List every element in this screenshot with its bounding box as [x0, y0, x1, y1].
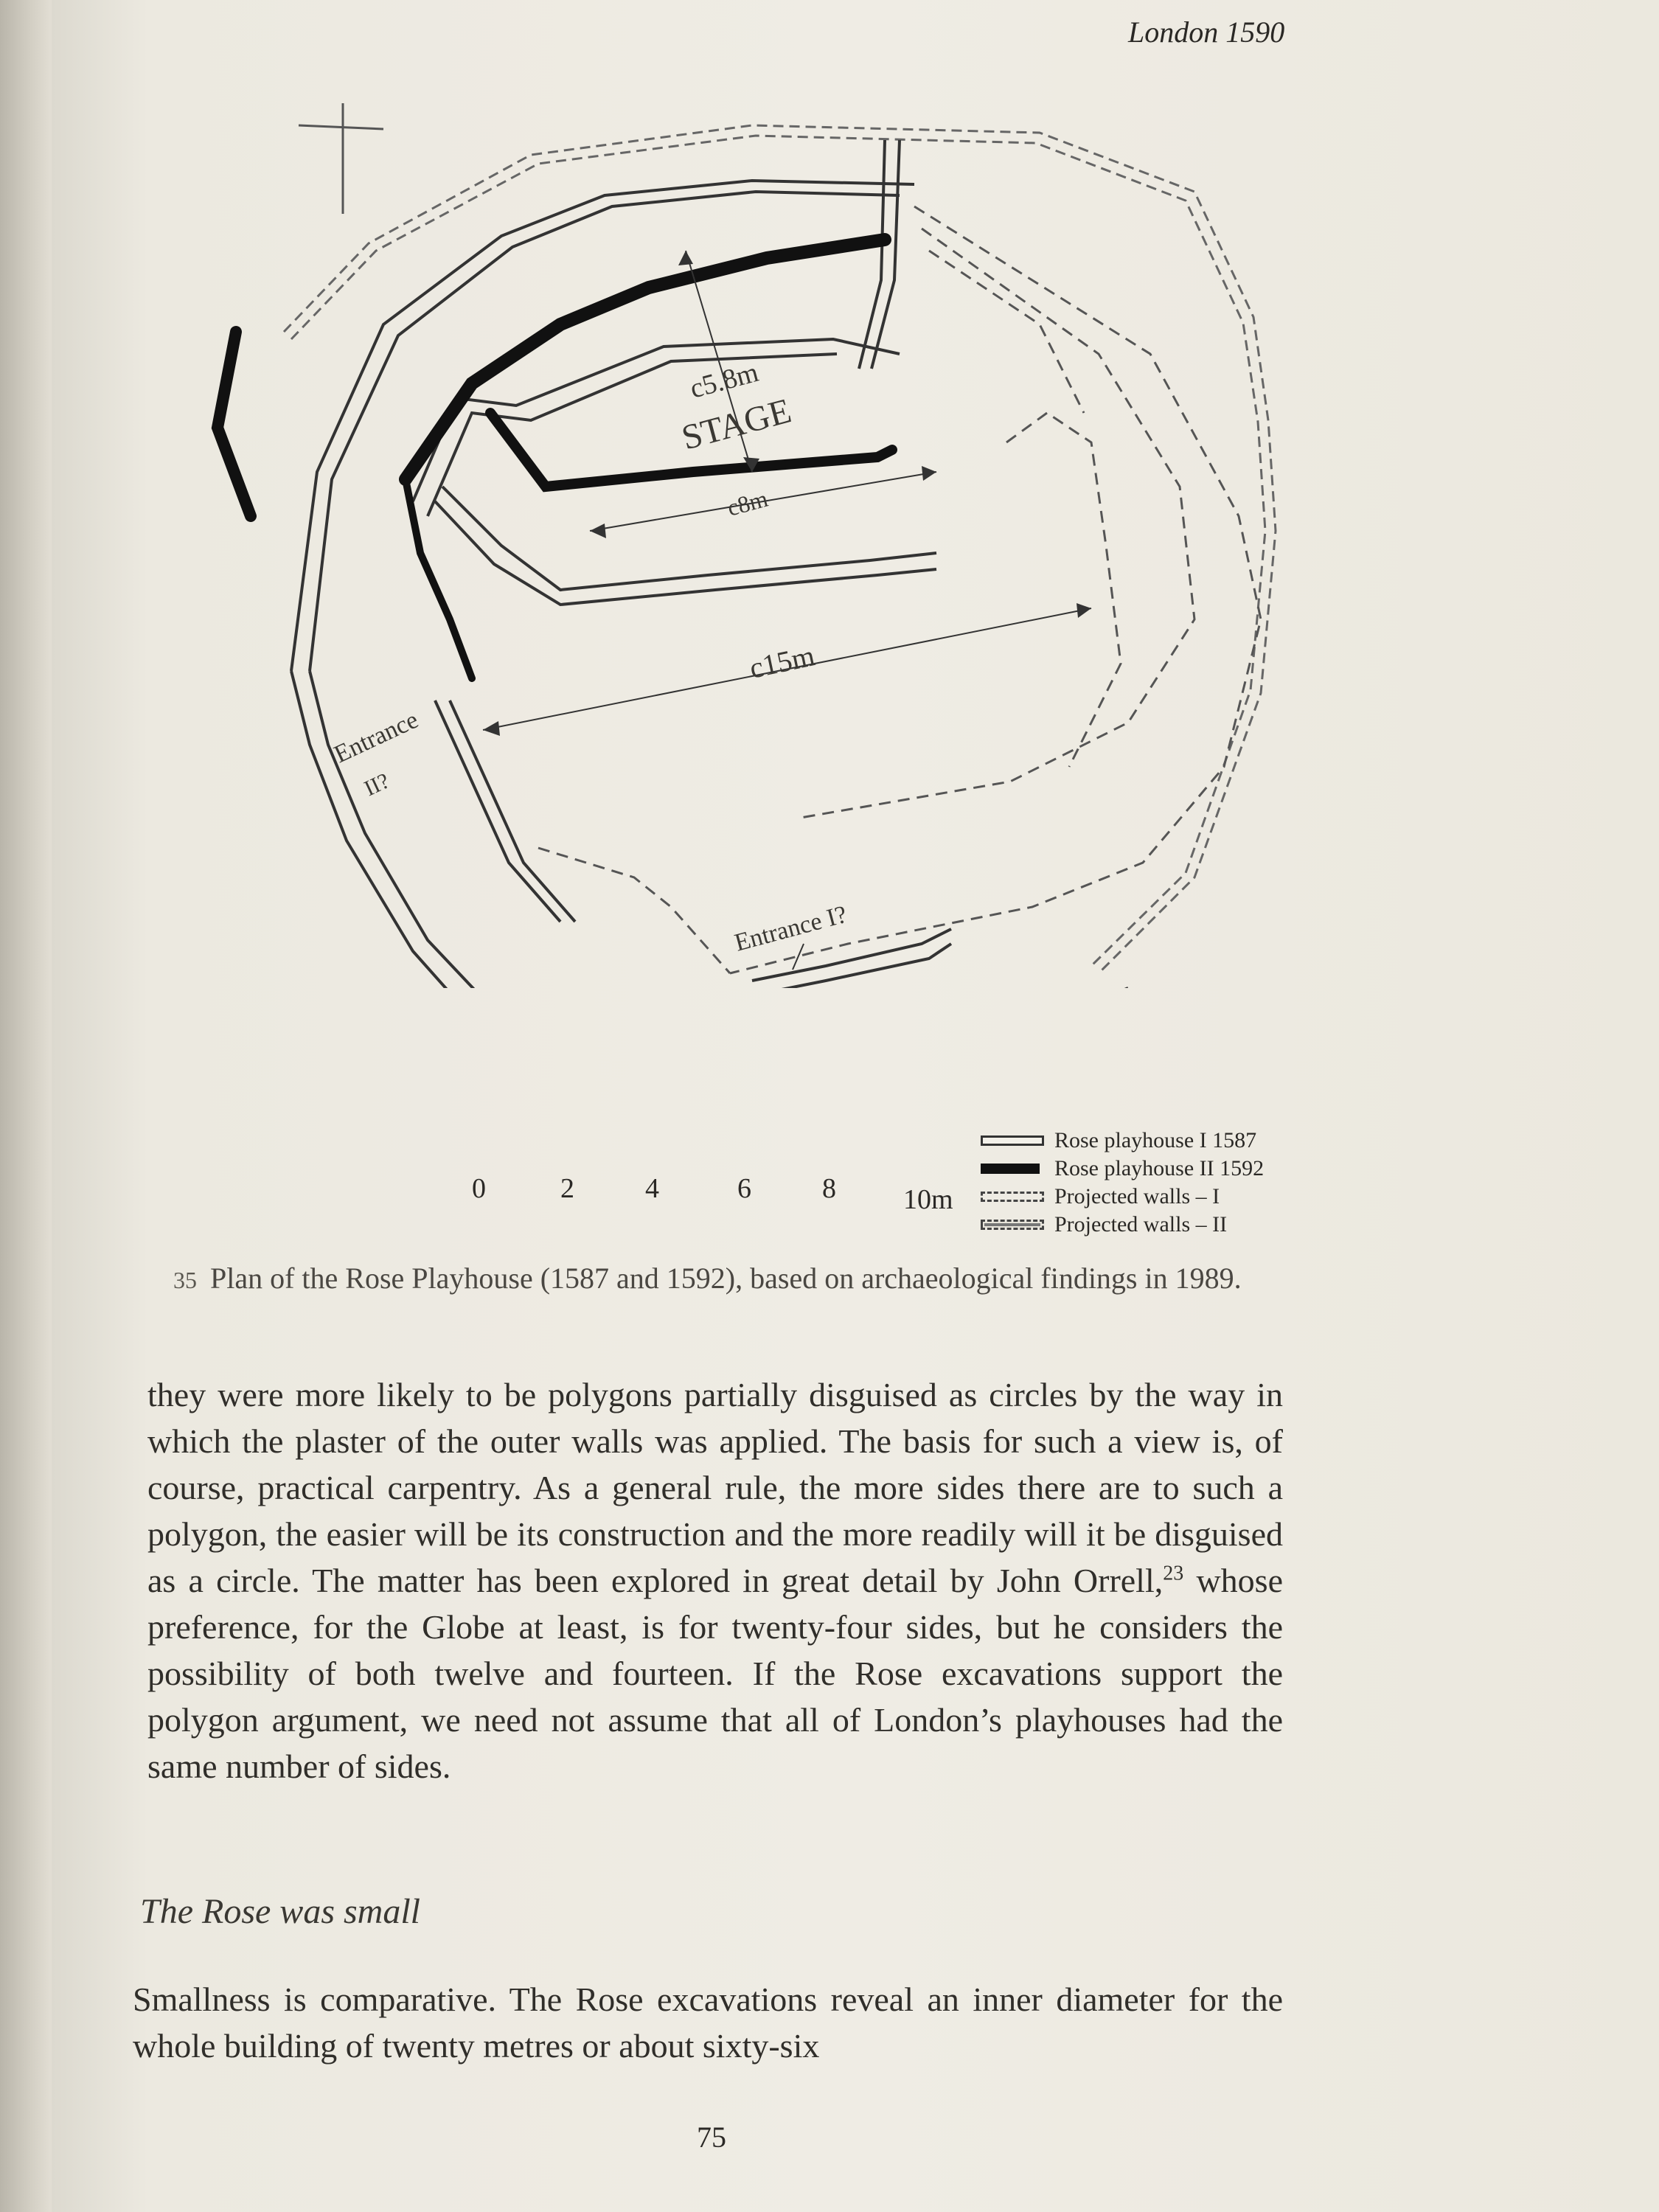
- figure-number: 35: [173, 1267, 197, 1293]
- stage-width-label: c8m: [724, 484, 771, 521]
- book-gutter: [0, 0, 52, 2212]
- plan-drawing: [88, 103, 1438, 988]
- scale-tick-0: 0: [472, 1173, 486, 1204]
- projected-walls-i: [538, 206, 1261, 973]
- scale-tick-4: 4: [645, 1173, 659, 1204]
- scale-tick-2: 2: [560, 1173, 574, 1204]
- section-heading: The Rose was small: [140, 1892, 421, 1931]
- figure-legend: [973, 1128, 1357, 1240]
- scale-tick-6: 6: [737, 1173, 751, 1204]
- legend-label: Rose playhouse I 1587: [1054, 1128, 1257, 1152]
- caption-text: Plan of the Rose Playhouse (1587 and 1592), based on archaeological findings in 1989.: [210, 1262, 1242, 1295]
- scale-tick-8: 8: [822, 1173, 836, 1204]
- legend-item-projected-i: [973, 1184, 1357, 1212]
- figure-caption: [173, 1257, 1294, 1301]
- legend-item-rose-ii: [973, 1156, 1357, 1184]
- paragraph-text-continued: whose preference, for the Globe at least, is for twenty-four sides, but he considers the possibility of both twelve and fourteen. If the Rose excavations support the polygon argument, we need not assume that all of London’s playhouses had the same number of sides.: [147, 1562, 1283, 1785]
- legend-item-projected-ii: [973, 1212, 1357, 1240]
- legend-label: Rose playhouse II 1592: [1054, 1156, 1265, 1180]
- footnote-marker: 23: [1163, 1562, 1184, 1585]
- legend-label: Projected walls – II: [1054, 1212, 1228, 1237]
- body-paragraph-2: Smallness is comparative. The Rose excavations reveal an inner diameter for the whole building of twenty metres or about sixty-six: [133, 1980, 1283, 2065]
- compass-icon: [299, 103, 383, 214]
- double-dashed-wall-swatch-icon: [981, 1220, 1044, 1230]
- solid-wall-swatch-icon: [981, 1164, 1040, 1174]
- scale-tick-10m: 10m: [903, 1184, 953, 1215]
- open-wall-swatch-icon: [981, 1135, 1044, 1146]
- stage-label: STAGE: [678, 391, 796, 458]
- legend-item-rose-i: [973, 1128, 1357, 1156]
- yard-diameter-label: c15m: [746, 639, 818, 685]
- stage-depth-label: c5.8m: [686, 356, 762, 405]
- legend-label: Projected walls – I: [1054, 1184, 1220, 1208]
- entrance-ii-label: Entrance: [330, 706, 422, 769]
- entrance-i-label: Entrance I?: [731, 900, 850, 957]
- page-number: 75: [697, 2121, 726, 2154]
- dimension-lines: [483, 251, 1091, 970]
- entrance-ii-question-label: II?: [361, 768, 394, 801]
- running-head: London 1590: [1128, 15, 1285, 49]
- dashed-wall-swatch-icon: [981, 1192, 1044, 1202]
- paragraph-text: they were more likely to be polygons partially disguised as circles by the way in which the plaster of the outer walls was applied. The basis for such a view is, of course, practical carpentry. As a general rule, the more sides there are to such a polygon, the easier will be its construction and the more readily will it be disguised as a circle. The matter has been explored in great detail by John Orrell,: [147, 1376, 1283, 1599]
- body-paragraph-1: [147, 1371, 1283, 1790]
- rose-playhouse-ii-walls: [218, 240, 892, 678]
